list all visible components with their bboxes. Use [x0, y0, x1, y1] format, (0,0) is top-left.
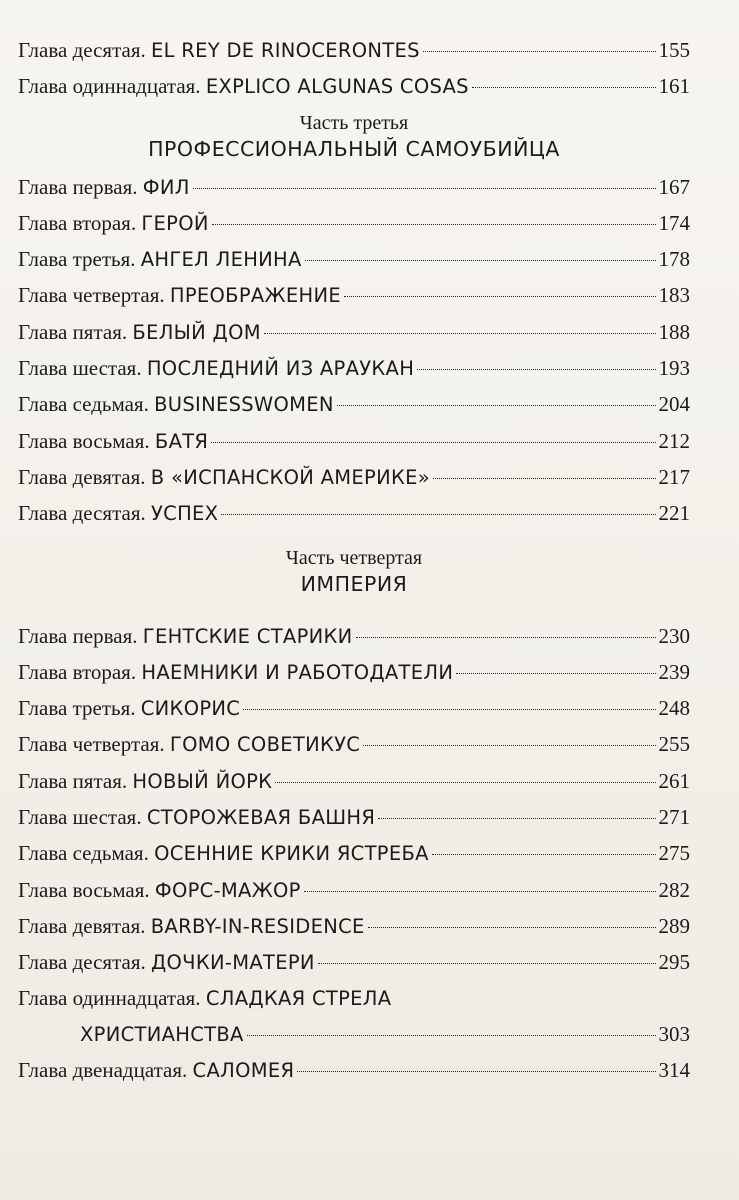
page-number: 303	[658, 1021, 690, 1046]
page-number: 255	[658, 732, 690, 757]
spacer	[18, 532, 690, 540]
chapter-number: Глава четвертая.	[18, 283, 165, 308]
page-number: 295	[658, 950, 690, 975]
page-number: 271	[658, 805, 690, 830]
dot-leader	[363, 745, 655, 746]
dot-leader	[247, 1035, 656, 1036]
chapter-number: Глава шестая.	[18, 805, 142, 830]
chapter-number: Глава восьмая.	[18, 877, 150, 902]
chapter-number: Глава первая.	[18, 623, 138, 648]
toc-entry	[18, 799, 690, 835]
toc-entry	[18, 423, 690, 459]
chapter-title: САЛОМЕЯ	[192, 1058, 295, 1082]
part-title: ПРОФЕССИОНАЛЬНЫЙ САМОУБИЙЦА	[148, 136, 560, 161]
toc-entry	[18, 169, 690, 205]
chapter-title: BUSINESSWOMEN	[154, 393, 334, 417]
page-number: 314	[658, 1057, 690, 1082]
chapter-title: ГЕРОЙ	[141, 211, 209, 235]
dot-leader	[378, 818, 655, 819]
dot-leader	[368, 927, 656, 928]
chapter-number: Глава шестая.	[18, 356, 142, 381]
dot-leader	[433, 478, 656, 479]
part-title: ИМПЕРИЯ	[300, 571, 408, 596]
chapter-title: УСПЕХ	[151, 502, 219, 526]
dot-leader	[211, 442, 655, 443]
page-number: 282	[658, 877, 690, 902]
part-label: Часть третья	[299, 111, 409, 134]
dot-leader	[297, 1071, 655, 1072]
chapter-number: Глава третья.	[18, 696, 136, 721]
dot-leader	[264, 333, 656, 334]
dot-leader	[305, 260, 656, 261]
page-number: 188	[658, 319, 690, 344]
toc-entry	[18, 690, 690, 726]
chapter-title: СТОРОЖЕВАЯ БАШНЯ	[146, 806, 376, 830]
chapter-number: Глава девятая.	[18, 913, 146, 938]
chapter-number: Глава одиннадцатая.	[18, 985, 201, 1010]
toc-entry	[18, 872, 690, 908]
dot-leader	[275, 782, 655, 783]
page-number: 174	[658, 210, 690, 235]
chapter-title: БЕЛЫЙ ДОМ	[132, 320, 261, 344]
chapter-number: Глава четвертая.	[18, 732, 165, 757]
chapter-number: Глава двенадцатая.	[18, 1057, 188, 1082]
chapter-title: ПРЕОБРАЖЕНИЕ	[169, 284, 341, 308]
chapter-title: ФОРС-МАЖОР	[154, 878, 301, 902]
chapter-title-line2: ХРИСТИАНСТВА	[80, 1022, 244, 1046]
chapter-number: Глава седьмая.	[18, 392, 149, 417]
chapter-title: EXPLICO ALGUNAS COSAS	[205, 75, 469, 99]
dot-leader	[344, 296, 656, 297]
page-number: 193	[658, 356, 690, 381]
toc-entry	[18, 277, 690, 313]
table-of-contents	[18, 32, 690, 1088]
toc-entry	[18, 205, 690, 241]
toc-entry	[18, 618, 690, 654]
chapter-title: АНГЕЛ ЛЕНИНА	[140, 248, 302, 272]
chapter-number: Глава третья.	[18, 247, 136, 272]
dot-leader	[432, 854, 656, 855]
page-number: 217	[658, 464, 690, 489]
chapter-title: НАЕМНИКИ И РАБОТОДАТЕЛИ	[141, 660, 454, 684]
chapter-number: Глава пятая.	[18, 319, 128, 344]
toc-entry	[18, 350, 690, 386]
toc-entry	[18, 1052, 690, 1088]
chapter-title: ФИЛ	[142, 175, 190, 199]
page-number: 275	[658, 841, 690, 866]
page-number: 289	[658, 913, 690, 938]
toc-entry-wrapped	[18, 981, 690, 1016]
chapter-number: Глава вторая.	[18, 210, 137, 235]
chapter-number: Глава пятая.	[18, 768, 128, 793]
toc-entry	[18, 763, 690, 799]
toc-entry	[18, 32, 690, 68]
chapter-number: Глава десятая.	[18, 501, 146, 526]
dot-leader	[193, 188, 656, 189]
page-number: 221	[658, 501, 690, 526]
page-number: 161	[658, 74, 690, 99]
chapter-title: BARBY-IN-RESIDENCE	[150, 914, 365, 938]
spacer	[18, 604, 690, 618]
chapter-title: ДОЧКИ-МАТЕРИ	[151, 951, 315, 975]
page-number: 183	[658, 283, 690, 308]
page-number: 212	[658, 428, 690, 453]
chapter-title: ПОСЛЕДНИЙ ИЗ АРАУКАН	[146, 357, 415, 381]
chapter-number: Глава десятая.	[18, 950, 146, 975]
chapter-title: ОСЕННИЕ КРИКИ ЯСТРЕБА	[154, 842, 429, 866]
dot-leader	[417, 369, 655, 370]
dot-leader	[423, 51, 656, 52]
page-number: 167	[658, 174, 690, 199]
toc-entry	[18, 241, 690, 277]
chapter-number: Глава восьмая.	[18, 428, 150, 453]
chapter-title-line1: СЛАДКАЯ СТРЕЛА	[205, 986, 392, 1010]
toc-entry-continuation	[18, 1016, 690, 1052]
chapter-number: Глава одиннадцатая.	[18, 74, 201, 99]
dot-leader	[472, 87, 656, 88]
chapter-title: EL REY DE RINOCERONTES	[151, 39, 420, 62]
toc-entry	[18, 68, 690, 104]
chapter-title: БАТЯ	[154, 429, 209, 453]
dot-leader	[243, 709, 655, 710]
chapter-title: ГОМО СОВЕТИКУС	[169, 733, 361, 757]
dot-leader	[304, 891, 656, 892]
page-number: 178	[658, 247, 690, 272]
chapter-title: ГЕНТСКИЕ СТАРИКИ	[142, 624, 353, 648]
chapter-number: Глава седьмая.	[18, 841, 149, 866]
toc-entry	[18, 835, 690, 871]
chapter-number: Глава десятая.	[18, 38, 146, 62]
chapter-title: В «ИСПАНСКОЙ АМЕРИКЕ»	[150, 465, 430, 489]
chapter-number: Глава вторая.	[18, 659, 137, 684]
page-number: 230	[658, 623, 690, 648]
toc-entry	[18, 386, 690, 422]
chapter-title: СИКОРИС	[140, 697, 241, 721]
dot-leader	[318, 963, 656, 964]
page-number: 155	[658, 38, 690, 62]
toc-entry	[18, 944, 690, 980]
dot-leader	[456, 673, 655, 674]
chapter-title: НОВЫЙ ЙОРК	[132, 769, 273, 793]
dot-leader	[356, 637, 656, 638]
dot-leader	[212, 224, 656, 225]
page-number: 248	[658, 696, 690, 721]
part-label: Часть четвертая	[285, 546, 423, 569]
toc-entry	[18, 908, 690, 944]
toc-entry	[18, 495, 690, 531]
chapter-number: Глава первая.	[18, 174, 138, 199]
page-number: 204	[658, 392, 690, 417]
toc-entry	[18, 459, 690, 495]
dot-leader	[221, 514, 655, 515]
toc-entry	[18, 314, 690, 350]
toc-entry	[18, 654, 690, 690]
page-number: 239	[658, 659, 690, 684]
chapter-number: Глава девятая.	[18, 464, 146, 489]
page-number: 261	[658, 768, 690, 793]
dot-leader	[337, 405, 656, 406]
toc-entry	[18, 726, 690, 762]
